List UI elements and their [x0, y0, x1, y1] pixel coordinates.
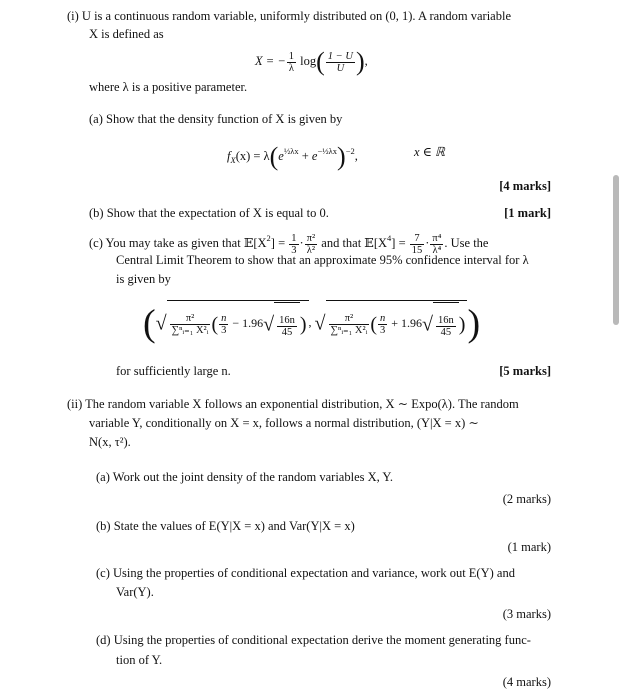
part-ii-d-line1: (d) Using the properties of conditional expectation derive the moment generating func- [96, 633, 531, 647]
part-i-intro-line2: X is defined as [89, 27, 164, 41]
part-ii-c-line2: Var(Y). [116, 585, 154, 599]
eq-x-close-paren: ) [355, 47, 365, 77]
confidence-interval: (√ $\frac{\text{π²}}{\text{∑ⁿᵢ₌₁ X²ᵢ}}$ ( $\frac{n}{3}$ − 1.96√ $\frac{16n}{45}$ ) , √ $\frac{\text{π²}}{\text{∑ⁿᵢ₌₁ X²ᵢ}}$ ( $\frac{n}{3}$ + 1.96√ $\frac{16n}{45}$ )) [143, 300, 480, 347]
eq-f-mid: (x) = λ [235, 149, 270, 163]
part-i-c-marks: [5 marks] [499, 364, 551, 378]
eq-x-fraction [287, 51, 296, 74]
c-text-b: ] = [270, 236, 286, 250]
eq-x-in-den: U [336, 62, 345, 74]
ci-lower-root: $\frac{\text{π²}}{\text{∑ⁿᵢ₌₁ X²ᵢ}}$ ( $\frac{n}{3}$ − 1.96√ $\frac{16n}{45}$ ) [167, 300, 309, 347]
part-i-a-marks: [4 marks] [499, 179, 551, 193]
part-ii-b-question: (b) State the values of E(Y|X = x) and Var(Y|X = x) [96, 519, 355, 533]
eq-x-open-paren: ( [316, 47, 325, 77]
c-frac2: $\frac{\text{π²}}{\text{λ²}}$ [306, 232, 316, 256]
eq-f-exp2: −½λx [317, 146, 338, 156]
eq-f-power: −2 [345, 146, 355, 156]
eq-x-in-num: 1 − U [327, 50, 353, 62]
eq-f-symbol: f [227, 149, 231, 163]
eq-x-inner-fraction [326, 51, 355, 74]
part-i-a-question: (a) Show that the density function of X is given by [89, 112, 343, 126]
c-text-e: . Use the [444, 236, 489, 250]
eq-f-close: ) [337, 142, 346, 172]
part-ii-intro-line2: variable Y, conditionally on X = x, follows a normal distribution, (Y|X = x) ∼ [89, 416, 479, 430]
part-i-c-large-n: for sufficiently large n. [116, 364, 231, 378]
equation-density: $f_X(x) = \lambda(e^{\frac{1}{2}\lambda x} + e^{-\frac{1}{2}\lambda x})^{-2}$, [227, 142, 358, 172]
part-i-b-marks: [1 mark] [504, 206, 551, 220]
part-ii-c-line1: (c) Using the properties of conditional expectation and variance, work out E(Y) and [96, 566, 515, 580]
part-i-c-line2: Central Limit Theorem to show that an approximate 95% confidence interval for λ [116, 253, 529, 267]
part-ii-d-marks: (4 marks) [502, 675, 551, 689]
part-i-b-question: (b) Show that the expectation of X is equal to 0. [89, 206, 329, 220]
part-ii-c-marks: (3 marks) [502, 607, 551, 621]
eq-x-frac-den: λ [288, 62, 294, 74]
c-frac3: $\frac{7}{15}$ [411, 232, 423, 256]
where-lambda: where λ is a positive parameter. [89, 80, 248, 94]
eq-f-subscript: X [230, 155, 236, 165]
eq-x-frac-num: 1 [288, 50, 295, 62]
part-ii-intro-line3: N(x, τ²). [89, 435, 131, 449]
eq-x-comma: , [364, 54, 368, 68]
c-frac4: $\frac{\text{π⁴}}{\text{λ⁴}}$ [432, 232, 442, 256]
c-sup-2: 2 [266, 233, 271, 243]
c-text-c: and that 𝔼[X [321, 236, 388, 250]
eq-x-lhs: X = − [255, 54, 286, 68]
part-ii-a-marks: (2 marks) [502, 492, 551, 506]
c-text-a: (c) You may take as given that 𝔼[X [89, 236, 267, 250]
part-i-intro-line1: (i) U is a continuous random variable, uniformly distributed on (0, 1). A random variable [67, 9, 512, 23]
part-ii-b-marks: (1 mark) [507, 540, 551, 554]
eq-f-domain: x ∈ ℝ [414, 145, 445, 159]
part-ii-intro-line1: (ii) The random variable X follows an exponential distribution, X ∼ Expo(λ). The random [67, 397, 519, 411]
eq-x-log: log [300, 54, 317, 68]
part-i-c-line3: is given by [116, 272, 171, 286]
eq-f-open: ( [269, 142, 279, 172]
ci-upper-root: $\frac{\text{π²}}{\text{∑ⁿᵢ₌₁ X²ᵢ}}$ ( $\frac{n}{3}$ + 1.96√ $\frac{16n}{45}$ ) [326, 300, 468, 347]
part-ii-a-question: (a) Work out the joint density of the random variables X, Y. [96, 470, 393, 484]
eq-f-exp1: ½λx [283, 146, 299, 156]
equation-x-definition [255, 47, 368, 76]
part-ii-d-line2: tion of Y. [116, 653, 163, 667]
vertical-scrollbar-thumb[interactable] [613, 175, 619, 325]
c-text-d: ] = [391, 236, 406, 250]
c-sup-4: 4 [387, 233, 392, 243]
part-i-c-line1: (c) You may take as given that $𝔼[X^2]$ = $\frac{1}{3}$ · $\frac{\text{π²}}{\text{λ²}}$ and that $𝔼[X^4]$ = $\frac{7}{15}$ · $\frac{\text{π⁴}}{\text{λ⁴}}$ . Use the [89, 232, 489, 256]
c-frac1: $\frac{1}{3}$ [291, 232, 297, 256]
